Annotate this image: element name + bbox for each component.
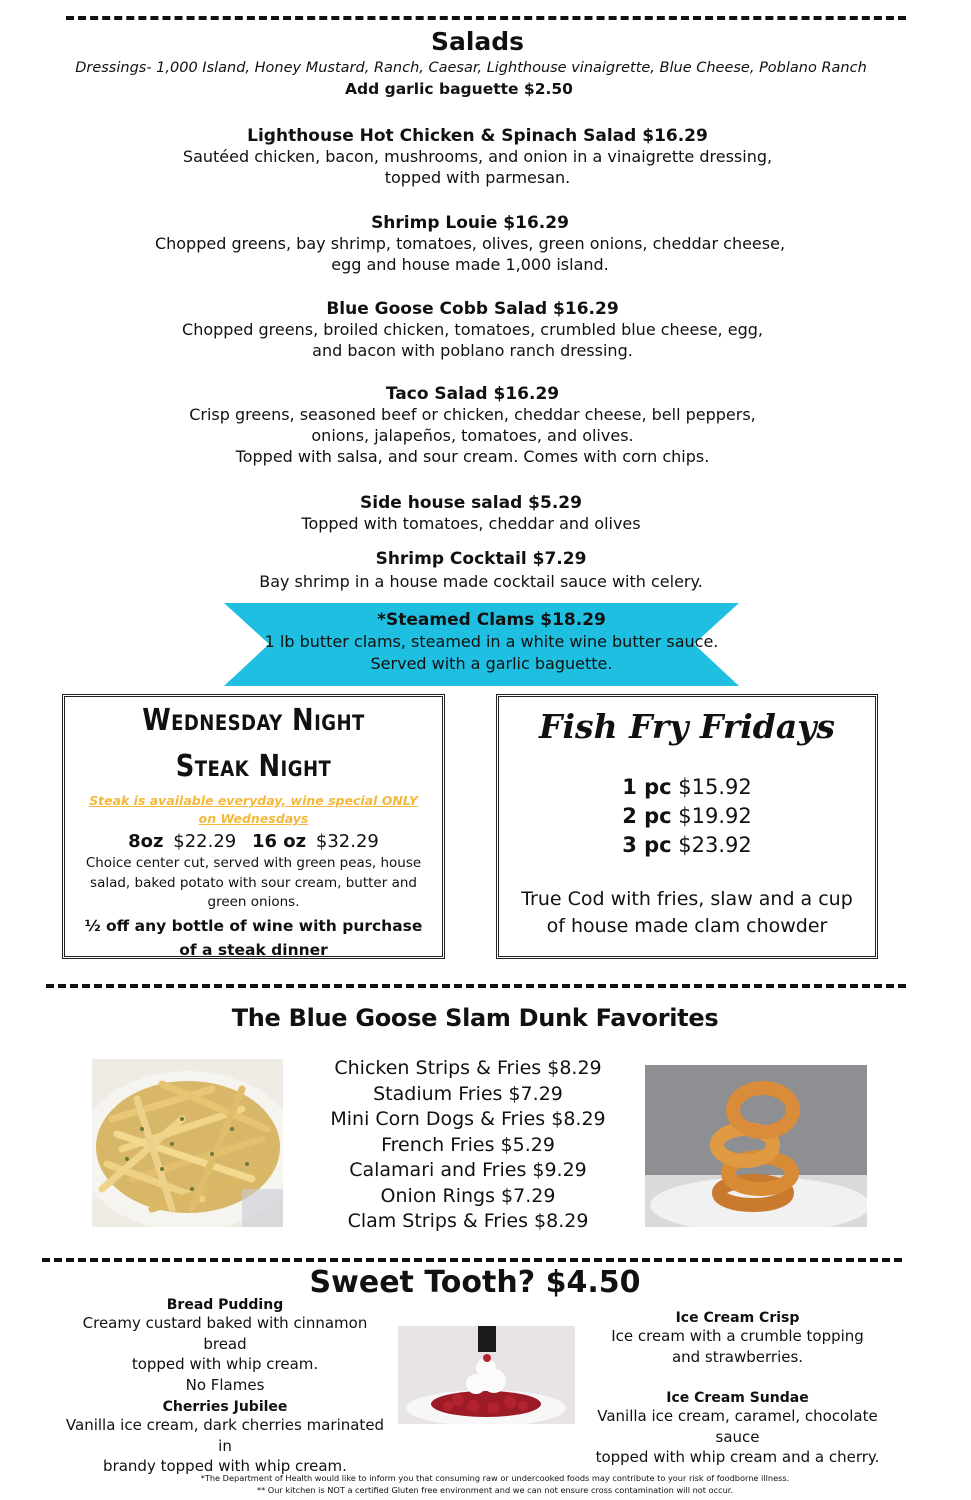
salad-desc: Bay shrimp in a house made cocktail sauce with celery. [259, 572, 703, 591]
steak-price-1: $22.29 [173, 831, 237, 852]
steak-prices [65, 831, 442, 852]
fish-fry-box [496, 694, 878, 959]
steak-title-line2: Steak Night [175, 749, 332, 784]
salad-desc: onions, jalapeños, tomatoes, and olives. [311, 426, 634, 445]
wine-special-line1: ½ off any bottle of wine with purchase [84, 916, 423, 935]
salad-desc: topped with parmesan. [384, 168, 571, 187]
salad-desc: egg and house made 1,000 island. [331, 255, 609, 274]
dessert-name: Bread Pudding [166, 1297, 284, 1313]
steak-price-2: $32.29 [315, 831, 379, 852]
clams-desc: 1 lb butter clams, steamed in a white wine butter sauce. [264, 632, 719, 651]
favorite-item: Clam Strips & Fries $8.29 [347, 1210, 589, 1232]
onion-rings-photo [645, 1065, 867, 1227]
clams-item [224, 610, 759, 674]
salad-name: Side house salad $5.29 [360, 493, 582, 513]
dessert-item [585, 1390, 890, 1468]
onion-rings-image [645, 1065, 867, 1227]
health-warning: *The Department of Health would like to inform you that consuming raw or undercooked foods may contribute to your risk of foodborne illness. [200, 1473, 790, 1483]
dessert-item [60, 1399, 390, 1477]
dessert-desc: Vanilla ice cream, caramel, chocolate sauce [597, 1407, 878, 1446]
clams-desc: Served with a garlic baguette. [370, 654, 613, 673]
steak-size-2: 16 oz [251, 831, 307, 852]
steak-title [65, 698, 442, 790]
favorites-divider [46, 984, 906, 988]
favorite-item: Mini Corn Dogs & Fries $8.29 [330, 1108, 606, 1130]
dessert-desc: Ice cream with a crumble topping [611, 1327, 864, 1345]
garlic-baguette-addon: Add garlic baguette $2.50 [345, 80, 573, 98]
salad-desc: Chopped greens, broiled chicken, tomatoes, crumbled blue cheese, egg, [182, 320, 763, 339]
dessert-name: Ice Cream Sundae [666, 1390, 809, 1406]
steak-size-1: 8oz [128, 831, 164, 852]
dessert-desc: topped with whip cream. [131, 1355, 319, 1373]
dessert-desc: Vanilla ice cream, dark cherries marinated in [65, 1416, 385, 1455]
salad-name: Blue Goose Cobb Salad $16.29 [326, 299, 619, 319]
salad-item [0, 384, 945, 467]
steak-availability-note: Steak is available everyday, wine special ONLY on Wednesdays [89, 793, 418, 826]
seasoned-fries-photo [92, 1059, 283, 1227]
favorites-list [290, 1056, 646, 1235]
salad-item [0, 213, 940, 275]
fish-price: $19.92 [678, 804, 752, 828]
clams-name: *Steamed Clams $18.29 [377, 610, 606, 630]
gluten-warning: ** Our kitchen is NOT a certified Gluten free environment and we can not ensure cross contamination will not occur. [256, 1485, 734, 1495]
fish-price-row [499, 802, 875, 831]
salad-desc: Topped with tomatoes, cheddar and olives [301, 514, 641, 533]
salad-desc: Crisp greens, seasoned beef or chicken, cheddar cheese, bell peppers, [189, 405, 756, 424]
salad-desc: Topped with salsa, and sour cream. Comes with corn chips. [235, 447, 710, 466]
fish-price-row [499, 831, 875, 860]
fish-price-list [499, 773, 875, 860]
wine-special-line2: of a steak dinner [179, 940, 328, 959]
wine-special [65, 914, 442, 962]
fish-desc-line: True Cod with fries, slaw and a cup [521, 888, 853, 910]
dessert-title: Sweet Tooth? $4.50 [309, 1265, 641, 1300]
dessert-desc: brandy topped with whip cream. [103, 1457, 347, 1475]
fish-qty: 3 pc [622, 833, 672, 857]
salad-desc: and bacon with poblano ranch dressing. [312, 341, 633, 360]
favorite-item: Chicken Strips & Fries $8.29 [334, 1057, 602, 1079]
steak-desc: Choice center cut, served with green peas, house salad, baked potato with sour cream, butter and green onions. [85, 855, 422, 910]
salad-name: Shrimp Cocktail $7.29 [375, 549, 587, 569]
fish-price-row [499, 773, 875, 802]
dessert-desc: No Flames [185, 1375, 265, 1394]
salad-name: Shrimp Louie $16.29 [371, 213, 569, 233]
salad-name: Taco Salad $16.29 [385, 384, 560, 404]
favorite-item: Onion Rings $7.29 [380, 1184, 556, 1207]
dessert-name: Cherries Jubilee [162, 1399, 288, 1415]
cherries-jubilee-photo [398, 1326, 575, 1424]
dessert-item [60, 1297, 390, 1395]
fish-desc [499, 886, 875, 940]
fish-qty: 1 pc [622, 775, 672, 799]
footer-notice [0, 1472, 971, 1496]
dessert-desc: topped with whip cream and a cherry. [595, 1448, 880, 1466]
steak-title-line1: Wednesday Night [142, 703, 365, 738]
salad-item [0, 493, 942, 534]
fries-image [92, 1059, 283, 1227]
fish-desc-line: of house made clam chowder [546, 915, 828, 937]
dessert-image [398, 1326, 575, 1424]
favorite-item: French Fries $5.29 [381, 1133, 555, 1156]
dressings-text: Dressings- 1,000 Island, Honey Mustard, Ranch, Caesar, Lighthouse vinaigrette, Blue Cheese, Poblano Ranch [75, 60, 867, 76]
salad-item [0, 126, 955, 188]
favorite-item: Calamari and Fries $9.29 [349, 1159, 587, 1181]
dessert-name: Ice Cream Crisp [675, 1310, 800, 1326]
fish-price: $23.92 [678, 833, 752, 857]
salad-desc: Chopped greens, bay shrimp, tomatoes, olives, green onions, cheddar cheese, [154, 234, 786, 253]
salad-item [0, 299, 945, 361]
fish-qty: 2 pc [622, 804, 672, 828]
dessert-divider [42, 1258, 902, 1262]
fish-price: $15.92 [678, 775, 752, 799]
salad-desc: Sautéed chicken, bacon, mushrooms, and onion in a vinaigrette dressing, [182, 147, 773, 166]
fish-fry-title: Fish Fry Fridays [539, 707, 835, 746]
salad-name: Lighthouse Hot Chicken & Spinach Salad $16.29 [247, 126, 708, 146]
top-divider [66, 16, 906, 20]
dessert-desc: Creamy custard baked with cinnamon bread [82, 1314, 368, 1353]
salad-item [0, 549, 962, 592]
favorite-item: Stadium Fries $7.29 [373, 1082, 563, 1105]
dessert-item [585, 1310, 890, 1367]
salads-title: Salads [430, 27, 525, 56]
steak-night-box [62, 694, 445, 959]
dessert-desc: and strawberries. [671, 1347, 804, 1366]
favorites-title: The Blue Goose Slam Dunk Favorites [231, 1004, 719, 1032]
